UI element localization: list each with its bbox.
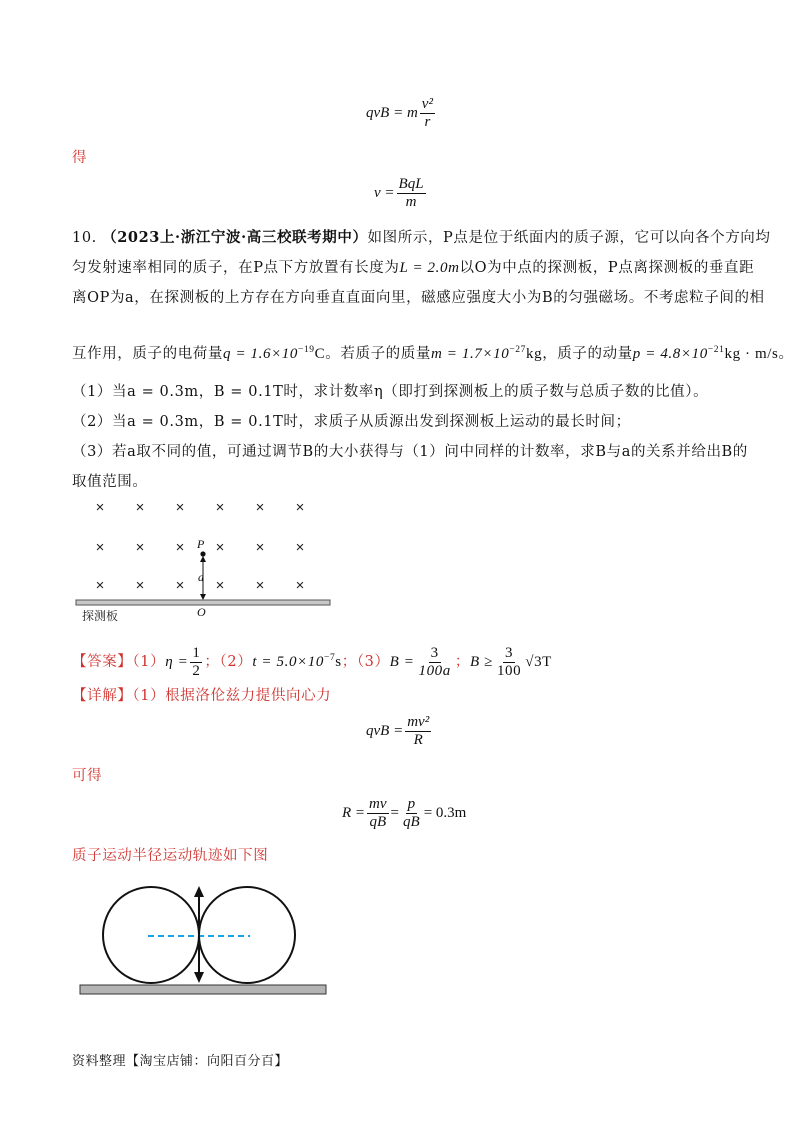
- arrow-head-down-icon: [200, 594, 206, 600]
- arrow-down-icon: [194, 972, 204, 983]
- label-o: O: [197, 605, 206, 619]
- kede-label: 可得: [72, 768, 103, 784]
- answer-line: 【答案】（1）η = $\frac{1}{2}$ ；$(2)t = 5.0\times 10^{-7}s$；（3）B = $\frac{3}{100a}$ ；B ≥ $\frac{3}{100}$ √3T: [72, 645, 552, 680]
- problem-line-2: [72, 258, 754, 278]
- field-cross: ×: [175, 539, 185, 556]
- equation-radius: R = $\frac{mv}{qB}$ = $\frac{p}{qB}$ = 0.3m: [342, 796, 467, 830]
- field-diagram: [70, 492, 340, 628]
- question-3-line-1: （3）若a取不同的值，可通过调节B的大小获得与（1）问中同样的计数率，求B与a的关系并给出B的: [72, 444, 748, 460]
- answer-tag: 【答案】: [72, 654, 133, 670]
- detail-text: （1）根据洛伦兹力提供向心力: [132, 688, 332, 704]
- problem-line-1: [72, 228, 771, 248]
- detector-label: 探测板: [82, 609, 119, 623]
- question-2: （2）当a = 0.3m，B = 0.1T时，求质子从质源出发到探测板上运动的最长时间；: [72, 414, 631, 430]
- label-a: a: [198, 570, 204, 584]
- field-cross: ×: [255, 539, 265, 556]
- eq2-lhs: v =: [374, 184, 395, 201]
- field-cross: ×: [255, 499, 265, 516]
- equation-v-bql-m: [374, 176, 428, 211]
- question-1: （1）当a = 0.3m，B = 0.1T时，求计数率η（即打到探测板上的质子数与总质子数的比值）。: [72, 384, 709, 400]
- field-cross: ×: [95, 577, 105, 594]
- eq2-numerator: BqL: [398, 176, 424, 192]
- arrow-up-icon: [194, 886, 204, 897]
- field-cross: ×: [135, 539, 145, 556]
- eq2-denominator: m: [405, 194, 417, 210]
- field-cross: ×: [215, 539, 225, 556]
- mass-value: $m = 1.7\times 10^{-27}kg$: [430, 345, 543, 362]
- problem-text-4d: 。: [778, 346, 794, 362]
- field-cross: ×: [255, 577, 265, 594]
- problem-text-4a: 互作用，质子的电荷量: [72, 346, 223, 362]
- field-cross: ×: [215, 577, 225, 594]
- problem-number: 10.: [72, 230, 97, 246]
- eq1-lhs: qvB = m: [366, 104, 418, 121]
- de-label: 得: [72, 150, 88, 166]
- detail-tag: 【详解】: [72, 688, 133, 704]
- eq1-denominator: r: [424, 114, 431, 130]
- arrow-head-up-icon: [200, 556, 206, 562]
- field-cross: ×: [215, 499, 225, 516]
- field-cross: ×: [175, 577, 185, 594]
- footer-credit: 资料整理【淘宝店铺：向阳百分百】: [72, 1054, 289, 1069]
- field-cross: ×: [175, 499, 185, 516]
- problem-text-2b: 以O为中点的探测板，P点离探测板的垂直距: [459, 260, 755, 276]
- problem-line-4: [72, 340, 794, 364]
- field-cross: ×: [295, 539, 305, 556]
- detector-length: L = 2.0m: [399, 260, 460, 276]
- label-p: P: [197, 537, 205, 551]
- eq1-numerator: v²: [421, 96, 433, 112]
- question-3-line-2: 取值范围。: [72, 474, 148, 490]
- charge-value: $q = 1.6\times 10^{-19}C$: [223, 345, 326, 362]
- equation-qvb-mv2-r: qvB = $\frac{\text{mv²}}{R}$: [366, 714, 430, 748]
- orbit-caption: 质子运动半径运动轨迹如下图: [72, 848, 269, 864]
- detector-plate-2: [80, 985, 326, 994]
- field-cross: ×: [95, 499, 105, 516]
- orbit-diagram: [70, 878, 340, 1000]
- problem-text-4c: ，质子的动量: [542, 346, 633, 362]
- detector-plate: [76, 600, 330, 605]
- problem-source: （2023上·浙江宁波·高三校联考期中）: [102, 229, 368, 246]
- equation-qvb-mv2r: [366, 96, 437, 131]
- field-cross: ×: [295, 499, 305, 516]
- detail-line: [72, 686, 331, 706]
- field-cross: ×: [95, 539, 105, 556]
- field-cross: ×: [135, 499, 145, 516]
- field-cross: ×: [295, 577, 305, 594]
- momentum-value: $p = 4.8\times 10^{-21}kg \cdot m/s$: [632, 345, 779, 362]
- problem-text-1: 如图所示，P点是位于纸面内的质子源，它可以向各个方向均: [367, 230, 771, 246]
- problem-line-3: 离OP为a，在探测板的上方存在方向垂直直面向里，磁感应强度大小为B的匀强磁场。不考虑粒子间的相: [72, 290, 765, 306]
- problem-text-2a: 匀发射速率相同的质子，在P点下方放置有长度为: [72, 260, 400, 276]
- source-point-p: [200, 551, 205, 556]
- problem-text-4b: 。若质子的质量: [325, 346, 431, 362]
- field-cross: ×: [135, 577, 145, 594]
